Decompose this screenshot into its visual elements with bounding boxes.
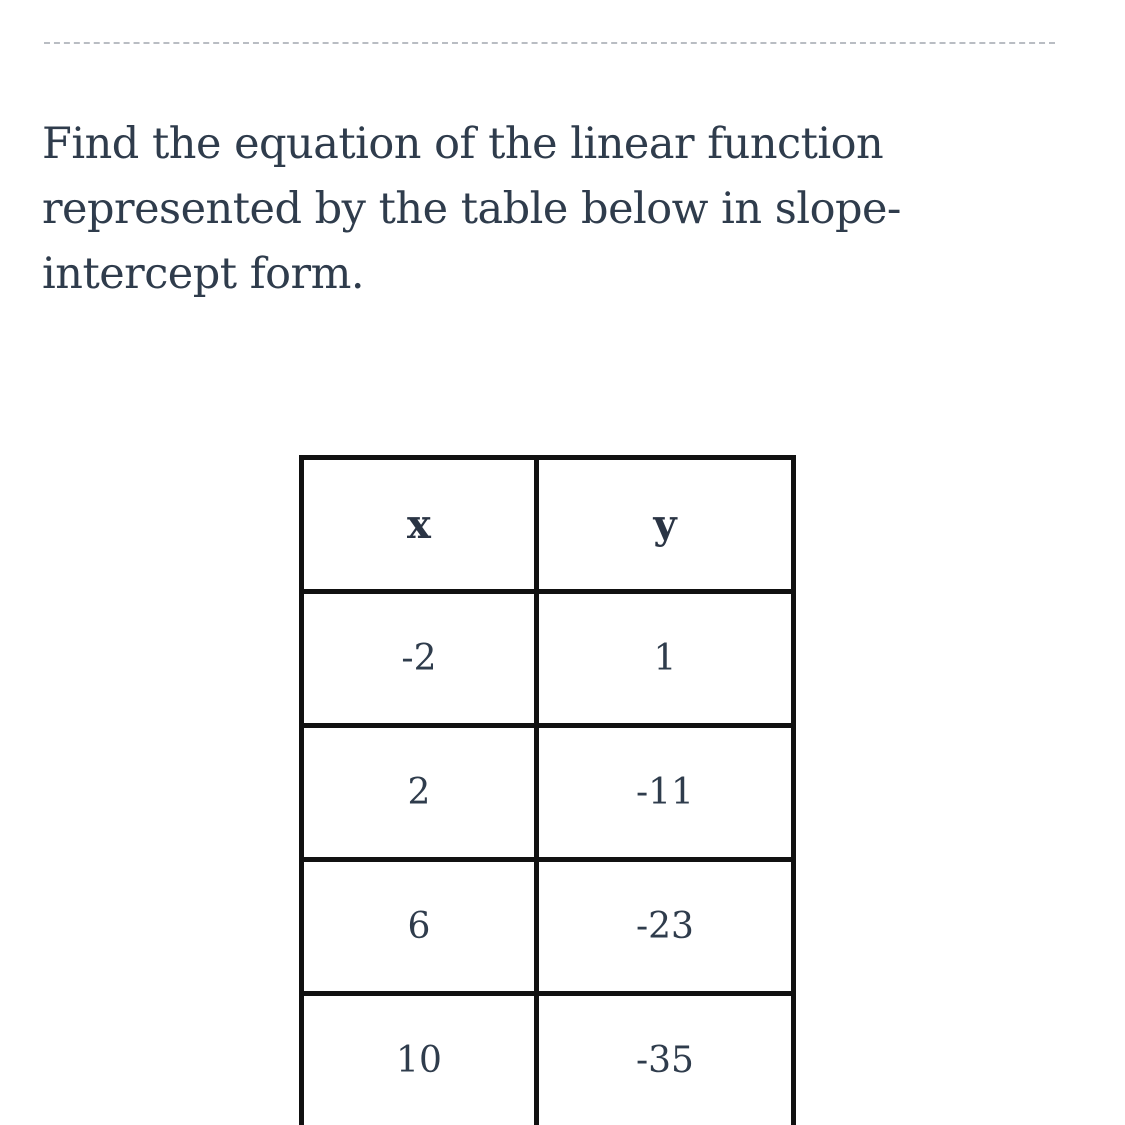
table-row: [302, 726, 794, 860]
cell-y: -35: [536, 994, 793, 1125]
values-table: [299, 455, 796, 1125]
table-row: [302, 592, 794, 726]
table-header-row: [302, 458, 794, 592]
cell-y: -11: [536, 726, 793, 860]
cell-x: 2: [302, 726, 537, 860]
cell-y: 1: [536, 592, 793, 726]
question-text: Find the equation of the linear function represented by the table below in slope-intercept form.: [42, 119, 901, 299]
table-container: [299, 455, 796, 1125]
cell-x: -2: [302, 592, 537, 726]
dashed-divider: [44, 42, 1055, 44]
cell-x: 6: [302, 860, 537, 994]
header-x: x: [302, 458, 537, 592]
table-row: [302, 860, 794, 994]
cell-x: 10: [302, 994, 537, 1125]
cell-y: -23: [536, 860, 793, 994]
table-row: [302, 994, 794, 1125]
header-y: y: [536, 458, 793, 592]
